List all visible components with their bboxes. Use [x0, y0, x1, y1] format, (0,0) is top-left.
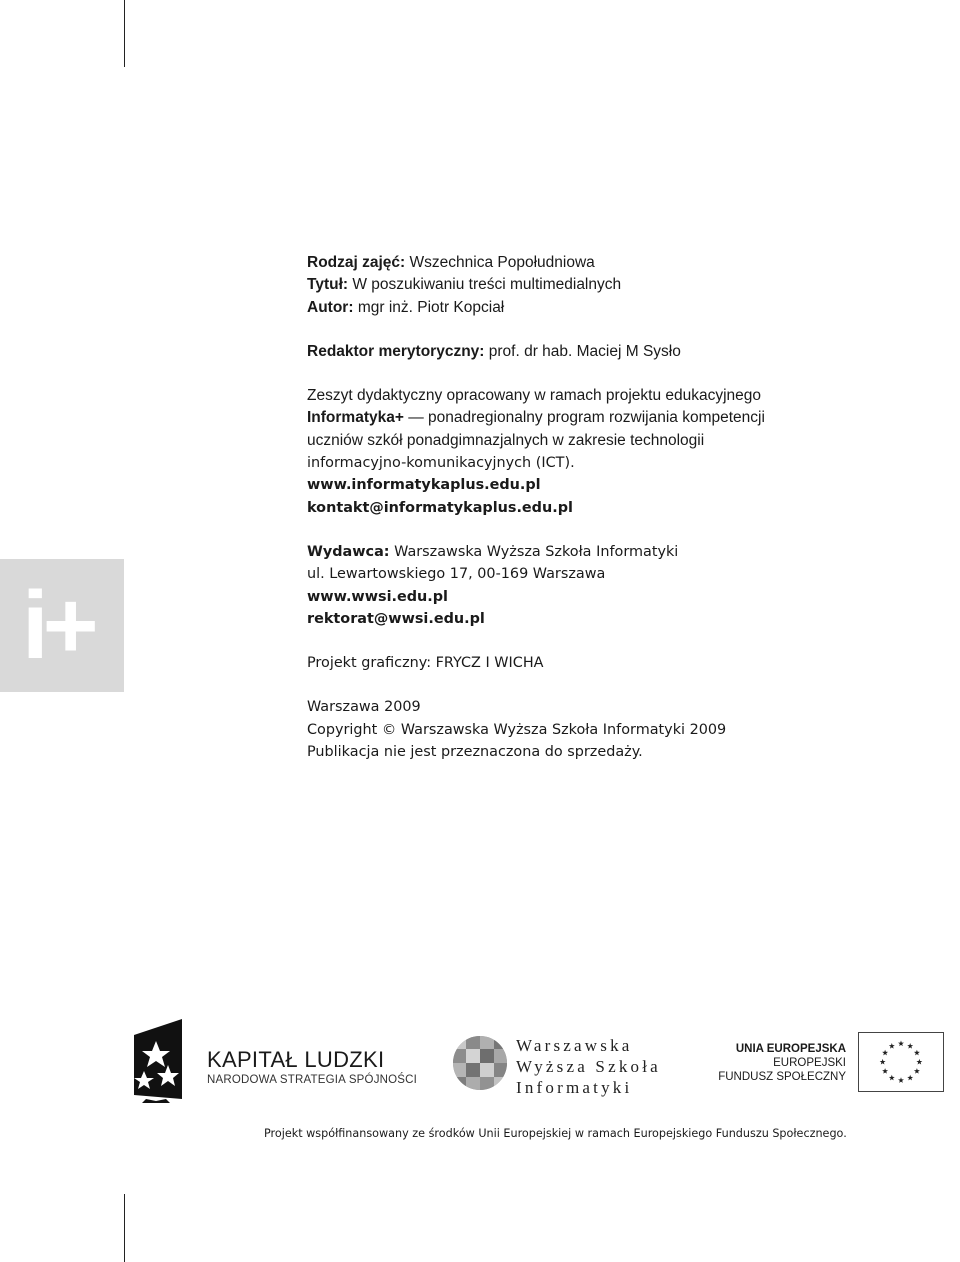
eu-wordmark	[700, 1042, 846, 1084]
project-line-1: Zeszyt dydaktyczny opracowany w ramach projektu edukacyjnego	[307, 387, 762, 405]
editor-label: Redaktor merytoryczny:	[307, 342, 485, 360]
eu-star-icon	[882, 1050, 888, 1056]
eu-star-icon	[882, 1068, 888, 1074]
publisher-label: Wydawca:	[307, 543, 390, 560]
project-line-2	[307, 407, 867, 429]
eu-star-icon	[889, 1043, 895, 1049]
author-value: mgr inż. Piotr Kopciał	[357, 298, 505, 316]
project-line-4: informacyjno-komunikacyjnych (ICT).	[307, 455, 575, 472]
eu-line-3: FUNDUSZ SPOŁECZNY	[718, 1071, 846, 1083]
publisher-line	[307, 541, 867, 563]
wwsi-line-2: Wyższa Szkoła	[516, 1057, 661, 1076]
author-line	[307, 297, 867, 319]
logo-strip	[0, 1015, 960, 1105]
publisher-email[interactable]: rektorat@wwsi.edu.pl	[307, 610, 485, 627]
publisher-address: ul. Lewartowskiego 17, 00-169 Warszawa	[307, 566, 606, 583]
design-credit: Projekt graficzny: FRYCZ I WICHA	[307, 655, 544, 672]
eu-star-icon	[914, 1050, 920, 1056]
eu-star-icon	[898, 1041, 904, 1047]
editor-value: prof. dr hab. Maciej M Sysło	[488, 342, 681, 360]
editor-line	[307, 341, 867, 363]
project-line-3: uczniów szkół ponadgimnazjalnych w zakresie technologii	[307, 431, 705, 449]
type-label: Rodzaj zajęć:	[307, 254, 406, 271]
publisher-name: Warszawska Wyższa Szkoła Informatyki	[394, 543, 679, 560]
title-value: W poszukiwaniu treści multimedialnych	[352, 276, 622, 294]
eu-star-icon	[916, 1059, 922, 1065]
type-line	[307, 252, 867, 274]
title-label: Tytuł:	[307, 276, 349, 294]
kapital-ludzki-logo-icon	[126, 1019, 186, 1109]
sale-note: Publikacja nie jest przeznaczona do sprzedaży.	[307, 744, 643, 761]
title-line	[307, 274, 867, 296]
kapital-ludzki-subtitle: NARODOWA STRATEGIA SPÓJNOŚCI	[207, 1074, 418, 1086]
copyright: Copyright © Warszawska Wyższa Szkoła Informatyki 2009	[307, 721, 727, 738]
project-url[interactable]: www.informatykaplus.edu.pl	[307, 477, 541, 494]
eu-flag-icon	[858, 1032, 944, 1092]
eu-star-icon	[880, 1059, 886, 1065]
eu-star-icon	[889, 1075, 895, 1081]
eu-star-icon	[907, 1043, 913, 1049]
wwsi-mosaic-logo-icon	[452, 1035, 508, 1091]
publisher-url[interactable]: www.wwsi.edu.pl	[307, 588, 448, 605]
wwsi-line-1: Warszawska	[516, 1036, 633, 1055]
informatyka-plus-logo: i+	[22, 572, 93, 679]
wwsi-line-3: Informatyki	[516, 1078, 633, 1097]
crop-mark-bottom	[124, 1194, 125, 1262]
place-year: Warszawa 2009	[307, 699, 421, 716]
author-label: Autor:	[307, 298, 354, 316]
project-name: Informatyka+	[307, 409, 404, 427]
kapital-ludzki-title: KAPITAŁ LUDZKI	[207, 1047, 385, 1072]
eu-star-icon	[907, 1075, 913, 1081]
eu-line-2: EUROPEJSKI	[773, 1057, 846, 1069]
eu-line-1: UNIA EUROPEJSKA	[735, 1043, 846, 1055]
project-email[interactable]: kontakt@informatykaplus.edu.pl	[307, 499, 573, 516]
type-value: Wszechnica Popołudniowa	[409, 254, 595, 271]
side-tab	[0, 559, 124, 692]
funding-note: Projekt współfinansowany ze środków Unii Europejskiej w ramach Europejskiego Funduszu Społecznego.	[264, 1127, 847, 1140]
eu-star-icon	[898, 1077, 904, 1083]
eu-star-icon	[914, 1068, 920, 1074]
project-line-2-rest: — ponadregionalny program rozwijania kompetencji	[403, 409, 765, 427]
crop-mark-top	[124, 0, 125, 67]
colophon	[307, 252, 867, 763]
wwsi-wordmark	[516, 1035, 661, 1098]
